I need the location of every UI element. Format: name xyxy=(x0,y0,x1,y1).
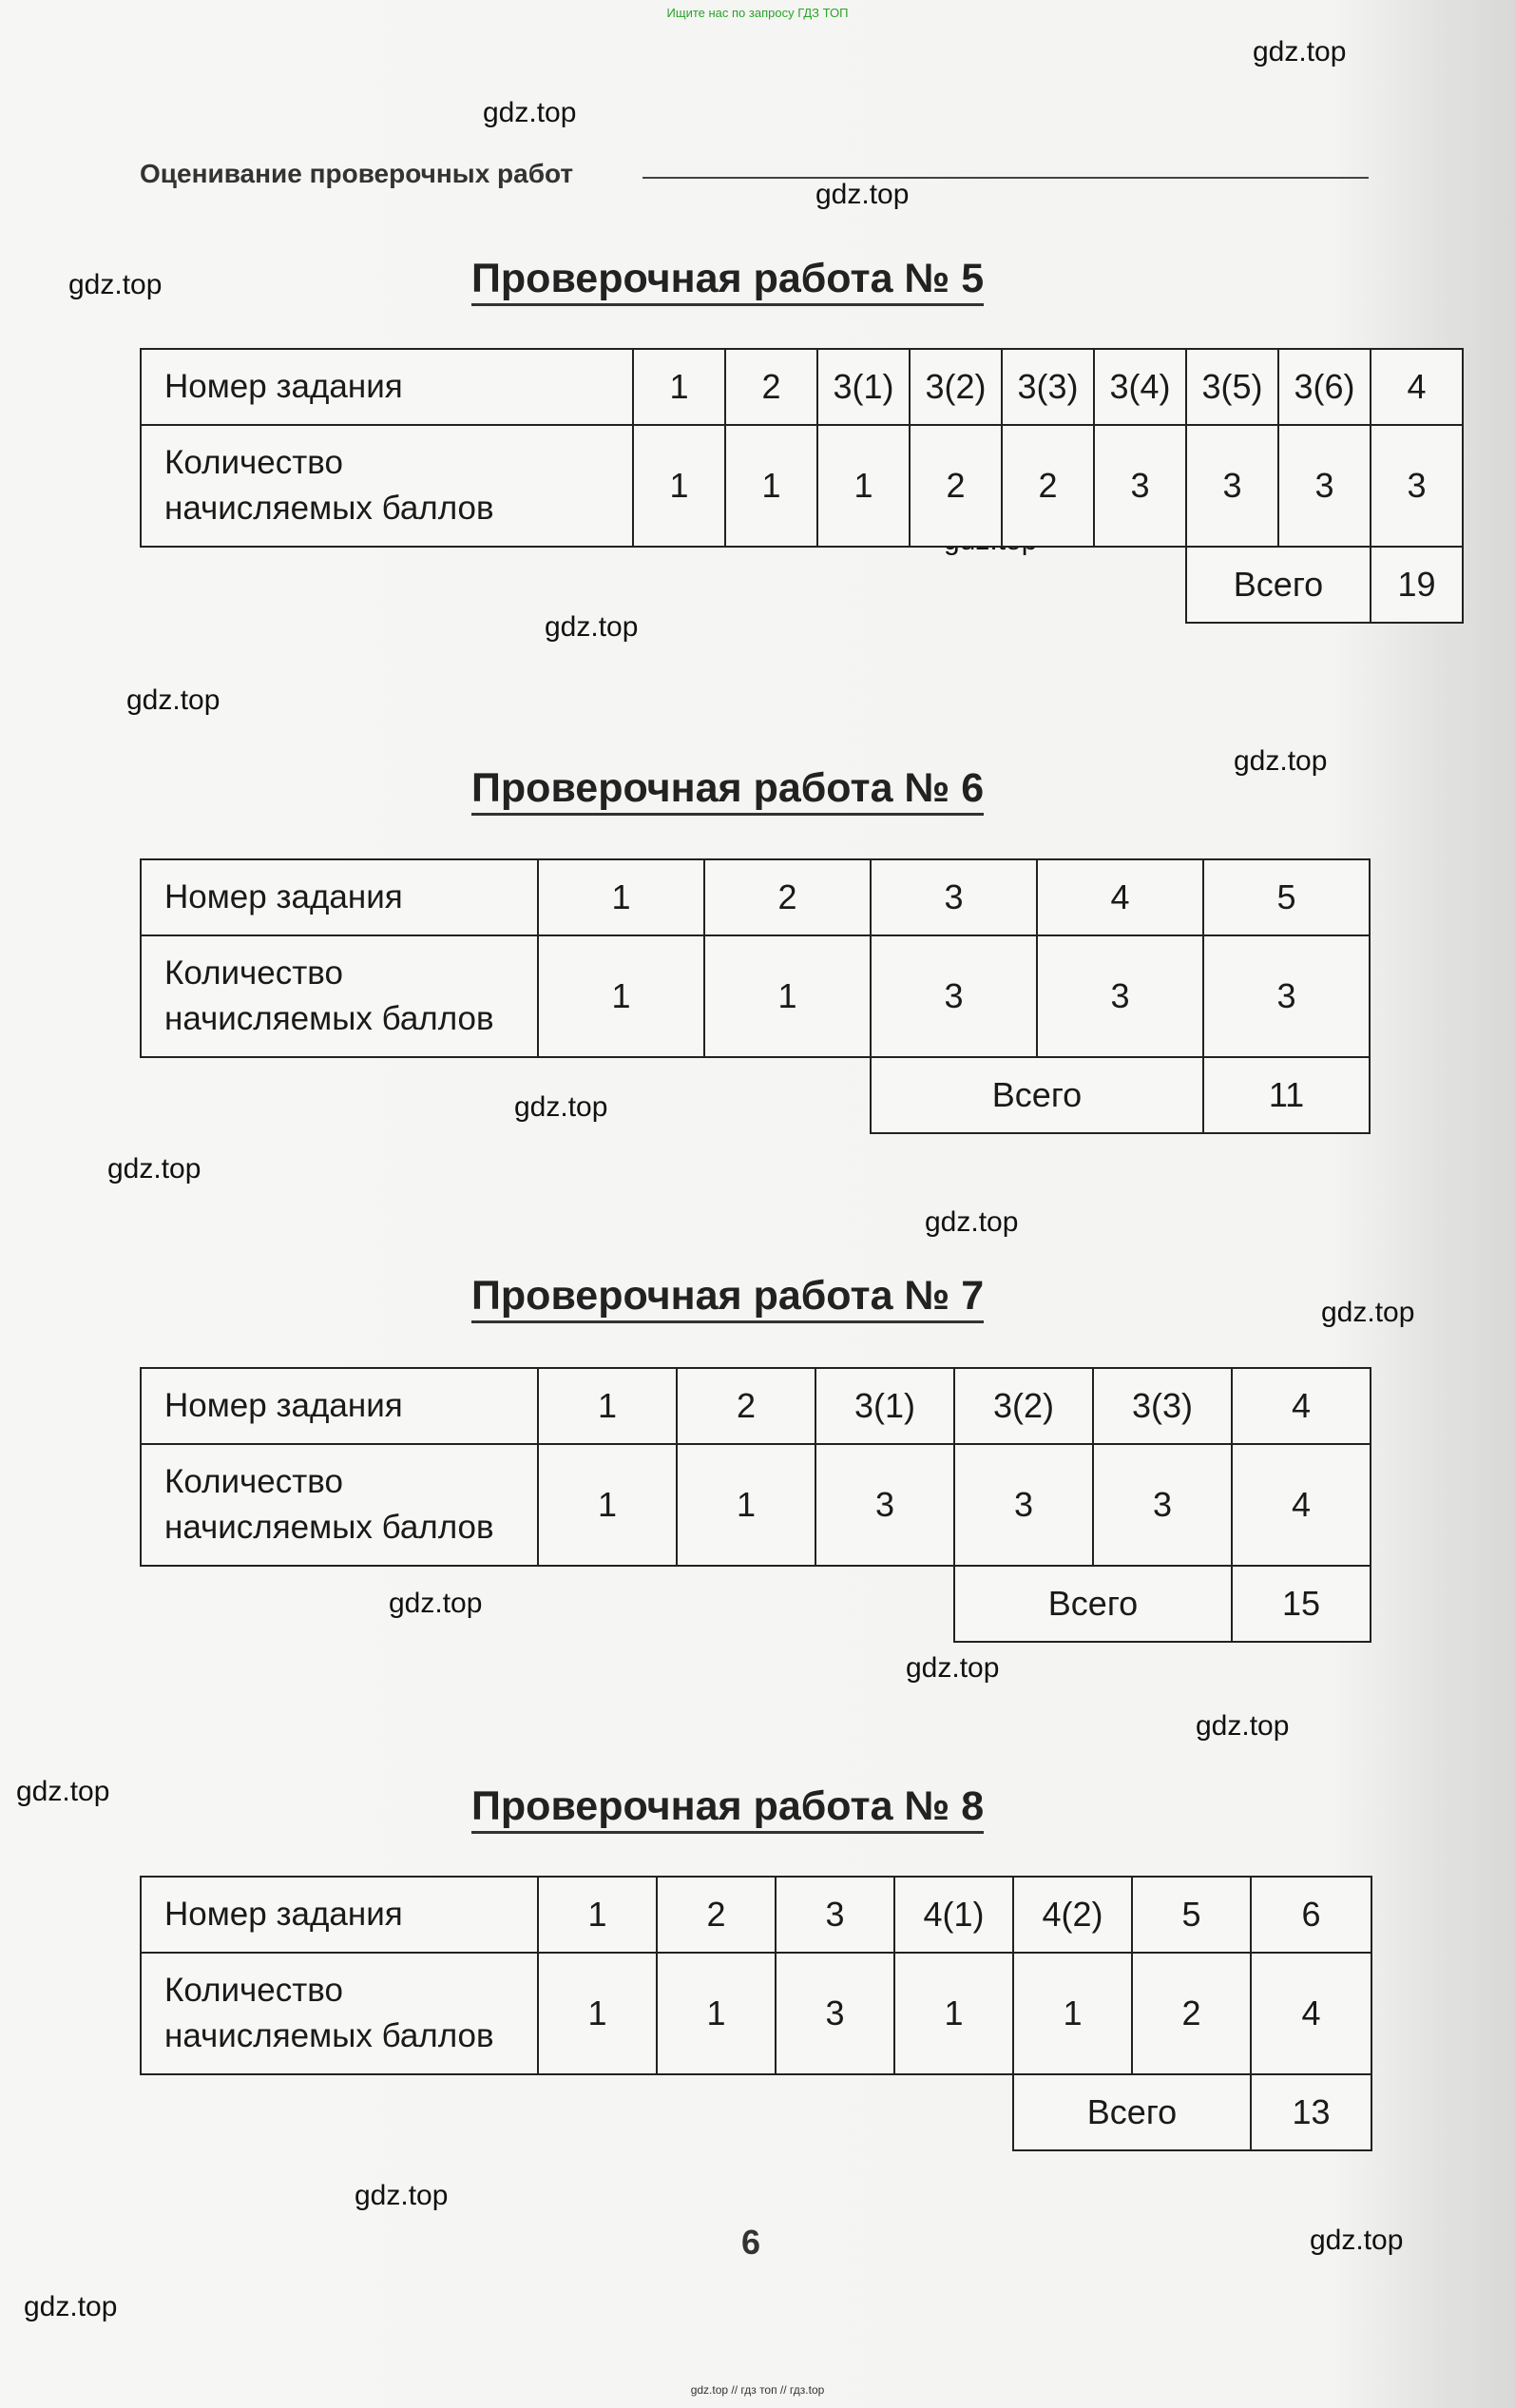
total-label: Всего xyxy=(1013,2074,1251,2150)
watermark: gdz.top xyxy=(514,1091,608,1123)
points-cell: 1 xyxy=(538,1444,677,1566)
points-cell: 1 xyxy=(538,935,704,1057)
points-cell: 3 xyxy=(954,1444,1093,1566)
points-cell: 3 xyxy=(1371,425,1463,547)
points-cell: 1 xyxy=(704,935,871,1057)
task-cell: 4(1) xyxy=(894,1877,1013,1953)
empty-cell xyxy=(141,1566,954,1642)
top-banner: Ищите нас по запросу ГДЗ ТОП xyxy=(666,6,849,20)
points-cell: 1 xyxy=(894,1953,1013,2074)
task-row xyxy=(141,1877,1371,1953)
points-cell: 1 xyxy=(657,1953,776,2074)
score-table-work-5 xyxy=(140,348,1464,624)
empty-cell xyxy=(141,2074,1013,2150)
points-row xyxy=(141,1953,1371,2074)
task-row xyxy=(141,859,1370,935)
task-cell: 1 xyxy=(538,1877,657,1953)
task-row xyxy=(141,349,1463,425)
watermark: gdz.top xyxy=(925,1206,1019,1238)
watermark: gdz.top xyxy=(815,179,910,210)
points-cell: 3 xyxy=(1094,425,1186,547)
task-cell: 3(3) xyxy=(1002,349,1094,425)
points-cell: 1 xyxy=(817,425,910,547)
points-cell: 2 xyxy=(910,425,1002,547)
task-cell: 5 xyxy=(1203,859,1370,935)
watermark: gdz.top xyxy=(355,2180,449,2211)
page-header-title: Оценивание проверочных работ xyxy=(140,159,574,188)
task-row-label: Номер задания xyxy=(141,349,633,425)
points-row xyxy=(141,425,1463,547)
task-cell: 3(4) xyxy=(1094,349,1186,425)
total-value: 15 xyxy=(1232,1566,1371,1642)
total-label: Всего xyxy=(1186,547,1371,623)
points-cell: 4 xyxy=(1232,1444,1371,1566)
points-label-line1: Количество xyxy=(164,954,343,992)
task-cell: 3(3) xyxy=(1093,1368,1232,1444)
points-cell: 3 xyxy=(871,935,1037,1057)
empty-cell xyxy=(141,547,1186,623)
task-cell: 3(2) xyxy=(910,349,1002,425)
total-row xyxy=(141,1566,1371,1642)
score-table-work-7 xyxy=(140,1367,1371,1643)
points-row xyxy=(141,1444,1371,1566)
points-label-line2: начисляемых баллов xyxy=(164,1000,494,1037)
watermark: gdz.top xyxy=(545,611,639,643)
points-cell: 1 xyxy=(538,1953,657,2074)
task-cell: 1 xyxy=(538,1368,677,1444)
points-row-label xyxy=(141,1444,538,1566)
points-label-line2: начисляемых баллов xyxy=(164,1509,494,1546)
work-title: Проверочная работа № 8 xyxy=(471,1784,984,1834)
watermark: gdz.top xyxy=(107,1153,201,1185)
task-cell: 3(2) xyxy=(954,1368,1093,1444)
points-cell: 2 xyxy=(1132,1953,1251,2074)
total-label: Всего xyxy=(871,1057,1203,1133)
task-cell: 3 xyxy=(776,1877,894,1953)
watermark: gdz.top xyxy=(1234,745,1328,777)
points-label-line1: Количество xyxy=(164,1463,343,1500)
watermark: gdz.top xyxy=(24,2291,118,2322)
points-row-label xyxy=(141,425,633,547)
work-title: Проверочная работа № 6 xyxy=(471,766,984,816)
watermark: gdz.top xyxy=(1321,1297,1415,1328)
total-value: 19 xyxy=(1371,547,1463,623)
points-cell: 3 xyxy=(1186,425,1278,547)
task-cell: 3 xyxy=(871,859,1037,935)
score-table-work-8 xyxy=(140,1876,1372,2151)
points-row-label xyxy=(141,1953,538,2074)
points-label-line1: Количество xyxy=(164,444,343,481)
watermark: gdz.top xyxy=(126,684,221,716)
page-number: 6 xyxy=(741,2223,761,2262)
task-row xyxy=(141,1368,1371,1444)
watermark: gdz.top xyxy=(68,269,163,300)
points-label-line2: начисляемых баллов xyxy=(164,490,494,527)
task-cell: 4 xyxy=(1037,859,1203,935)
points-cell: 1 xyxy=(633,425,725,547)
work-title: Проверочная работа № 5 xyxy=(471,257,984,306)
task-cell: 1 xyxy=(633,349,725,425)
footer-note: gdz.top // гдз топ // гдз.top xyxy=(690,2383,825,2397)
watermark: gdz.top xyxy=(16,1776,110,1807)
points-cell: 4 xyxy=(1251,1953,1371,2074)
task-cell: 4 xyxy=(1232,1368,1371,1444)
empty-cell xyxy=(141,1057,871,1133)
total-value: 13 xyxy=(1251,2074,1371,2150)
task-cell: 1 xyxy=(538,859,704,935)
task-cell: 3(6) xyxy=(1278,349,1371,425)
points-cell: 1 xyxy=(1013,1953,1132,2074)
work-title: Проверочная работа № 7 xyxy=(471,1274,984,1323)
points-label-line1: Количество xyxy=(164,1972,343,2009)
task-cell: 2 xyxy=(677,1368,815,1444)
total-value: 11 xyxy=(1203,1057,1370,1133)
task-cell: 5 xyxy=(1132,1877,1251,1953)
points-cell: 2 xyxy=(1002,425,1094,547)
points-label-line2: начисляемых баллов xyxy=(164,2017,494,2054)
task-row-label: Номер задания xyxy=(141,1368,538,1444)
task-cell: 4 xyxy=(1371,349,1463,425)
task-cell: 2 xyxy=(657,1877,776,1953)
header-rule xyxy=(642,177,1369,179)
points-cell: 3 xyxy=(1278,425,1371,547)
score-table-work-6 xyxy=(140,858,1371,1134)
task-row-label: Номер задания xyxy=(141,859,538,935)
watermark: gdz.top xyxy=(1196,1710,1290,1742)
watermark: gdz.top xyxy=(1253,36,1347,67)
points-cell: 1 xyxy=(677,1444,815,1566)
task-row-label: Номер задания xyxy=(141,1877,538,1953)
points-cell: 3 xyxy=(1203,935,1370,1057)
points-cell: 3 xyxy=(1037,935,1203,1057)
task-cell: 3(1) xyxy=(815,1368,954,1444)
points-cell: 3 xyxy=(776,1953,894,2074)
total-row xyxy=(141,1057,1370,1133)
points-cell: 1 xyxy=(725,425,817,547)
watermark: gdz.top xyxy=(483,97,577,128)
task-cell: 3(5) xyxy=(1186,349,1278,425)
points-cell: 3 xyxy=(815,1444,954,1566)
watermark: gdz.top xyxy=(906,1652,1000,1684)
points-row-label xyxy=(141,935,538,1057)
watermark: gdz.top xyxy=(1310,2225,1404,2256)
task-cell: 3(1) xyxy=(817,349,910,425)
total-row xyxy=(141,2074,1371,2150)
task-cell: 2 xyxy=(704,859,871,935)
points-row xyxy=(141,935,1370,1057)
task-cell: 6 xyxy=(1251,1877,1371,1953)
total-row xyxy=(141,547,1463,623)
points-cell: 3 xyxy=(1093,1444,1232,1566)
watermark: gdz.top xyxy=(389,1588,483,1619)
task-cell: 2 xyxy=(725,349,817,425)
task-cell: 4(2) xyxy=(1013,1877,1132,1953)
total-label: Всего xyxy=(954,1566,1232,1642)
